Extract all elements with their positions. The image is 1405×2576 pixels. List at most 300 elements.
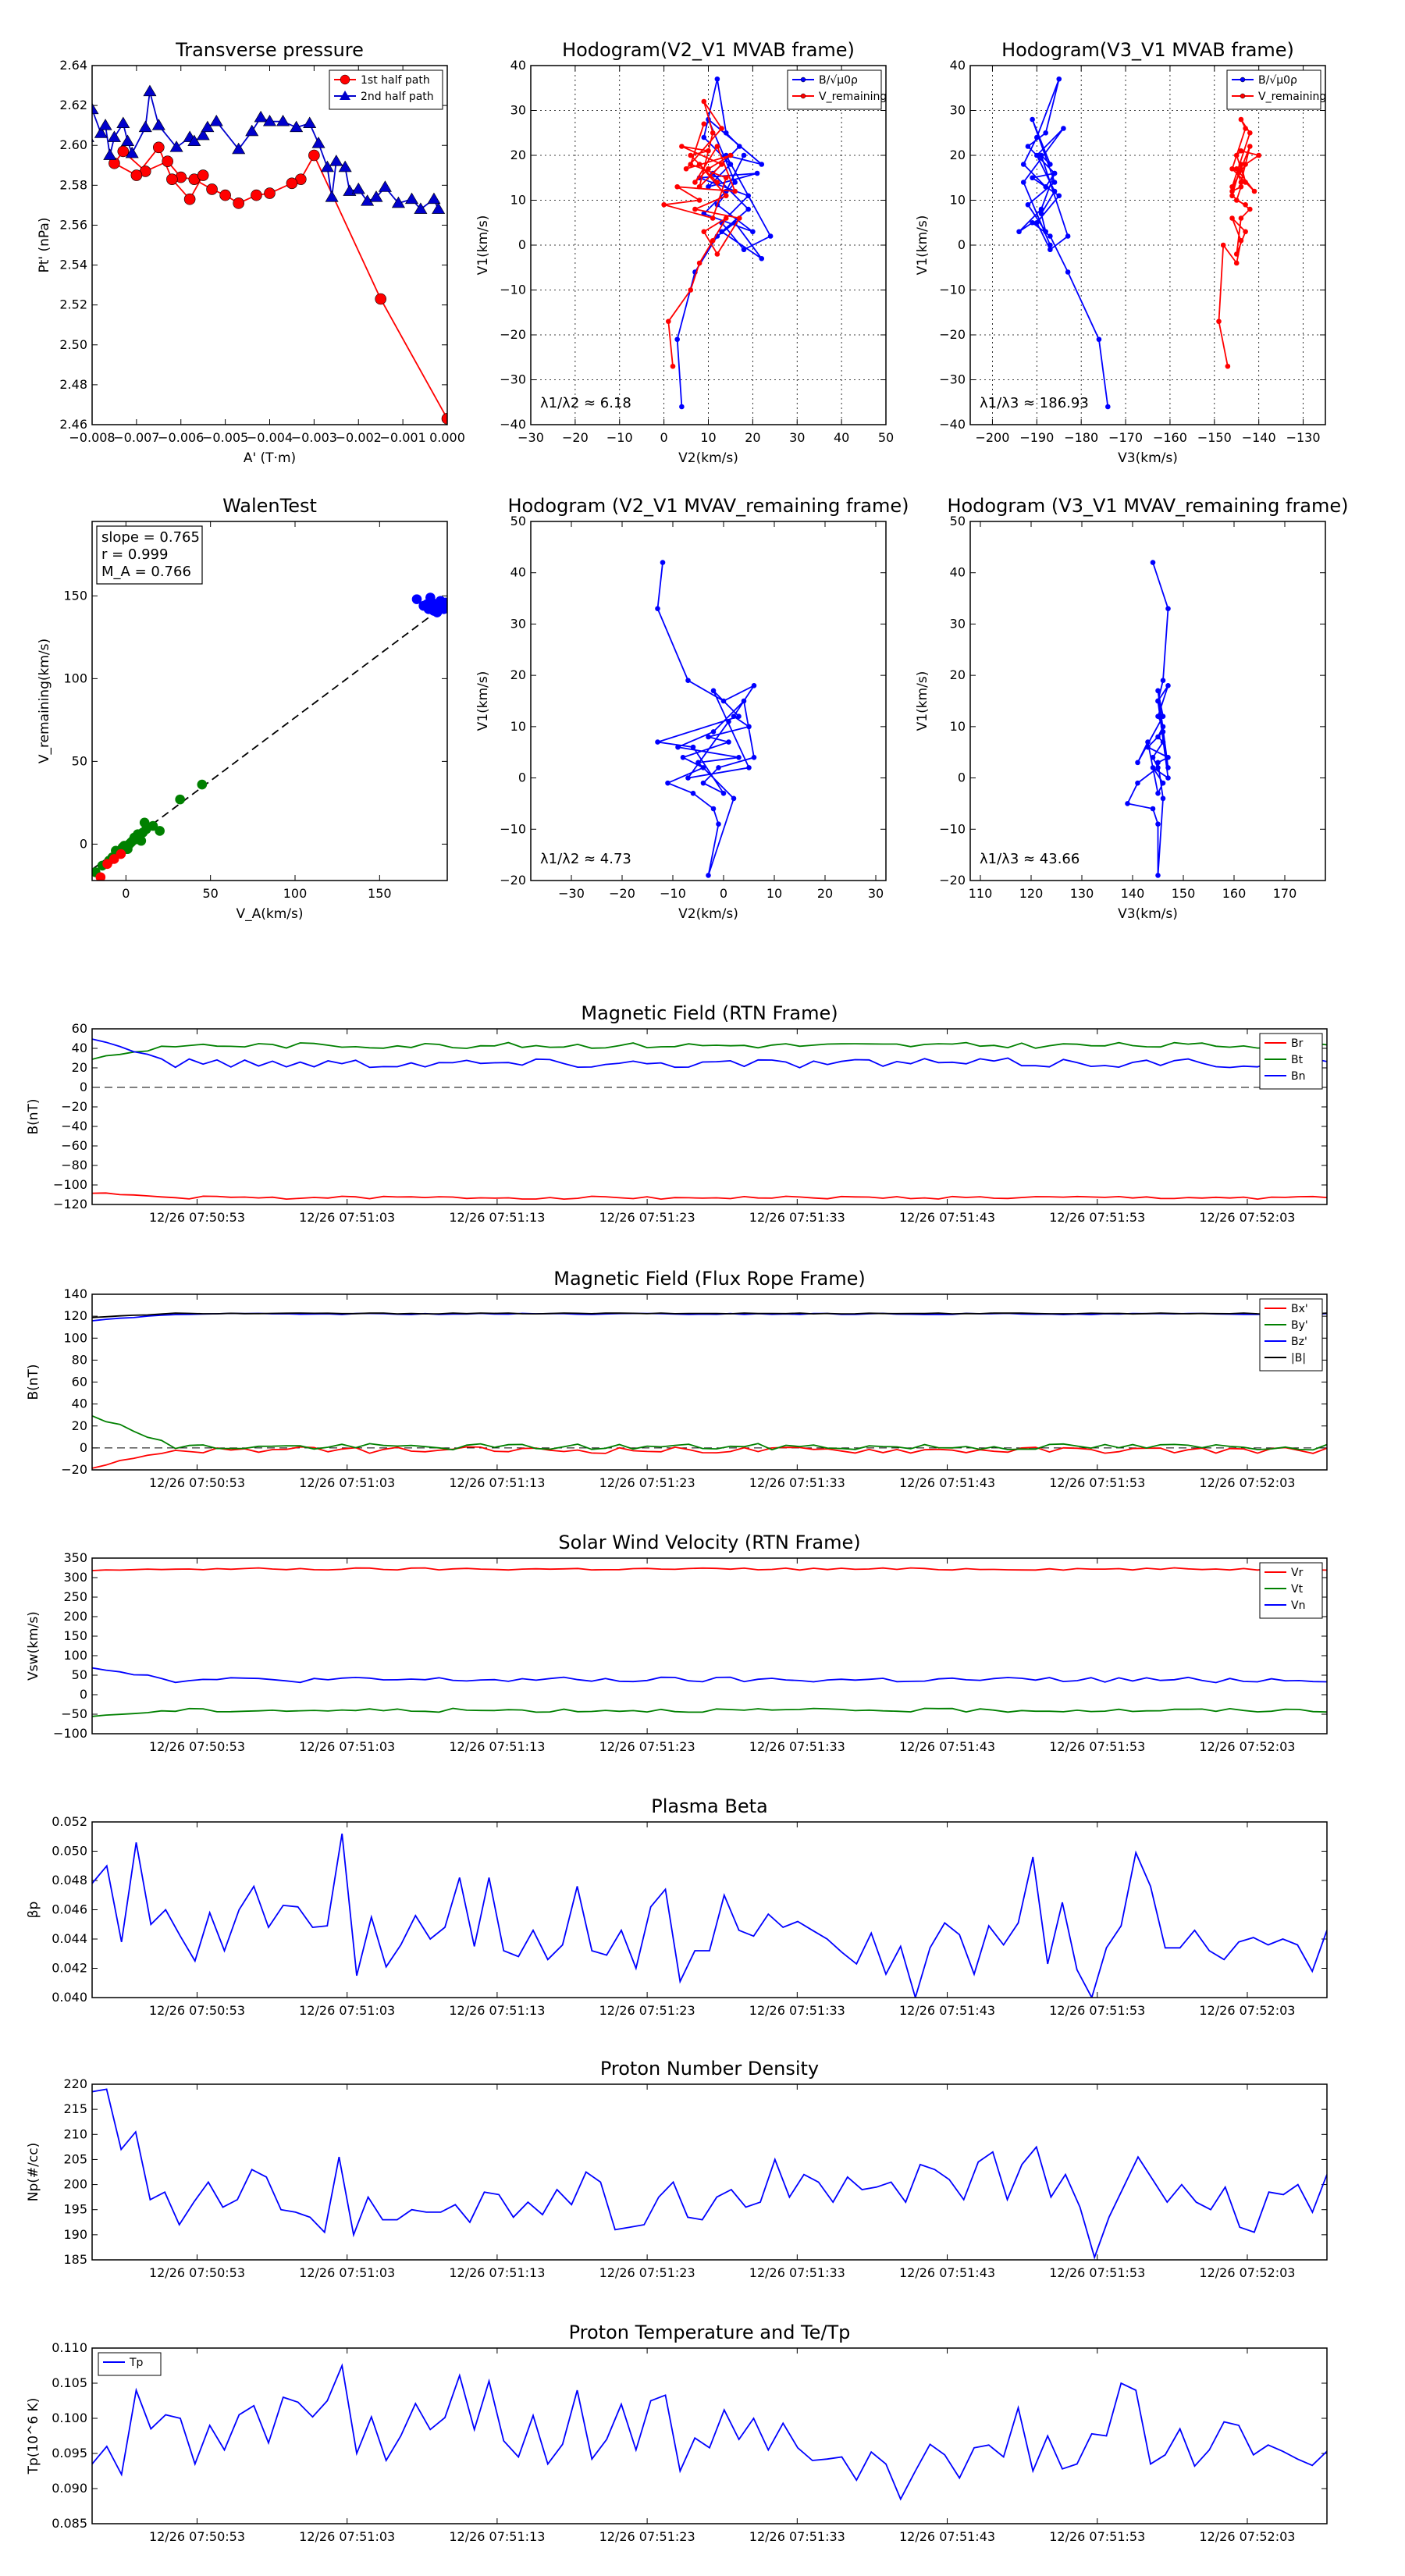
legend-label: Bn [1291,1070,1306,1083]
data-point [1039,207,1044,212]
x-tick-label: 170 [1272,886,1297,901]
x-axis-label: V3(km/s) [1118,450,1178,466]
x-tick-label: 110 [968,886,993,901]
y-tick-label: −20 [61,1099,87,1114]
ratio-annotation: λ1/λ3 ≈ 186.93 [980,395,1089,411]
legend-label: Vr [1291,1567,1304,1579]
data-point [696,760,701,765]
data-point [1234,166,1239,171]
x-tick-label: −0.008 [69,430,116,445]
legend-marker [801,94,806,98]
y-tick-label: −20 [939,327,966,342]
y-axis-label: B(nT) [26,1098,41,1135]
data-point [1057,194,1062,198]
data-point [711,688,716,693]
y-tick-label: −40 [939,417,966,432]
data-point [197,170,208,181]
data-point [1217,319,1222,324]
data-point [686,678,691,683]
data-point [656,740,660,745]
x-tick-label: −10 [606,430,633,445]
legend-label: 1st half path [361,74,430,87]
data-point [701,781,706,785]
x-tick-label: 20 [816,886,834,901]
data-point [1044,229,1048,234]
x-tick-label: 12/26 07:50:53 [148,2529,246,2544]
data-point [692,207,697,212]
data-point [692,180,697,185]
y-axis-label: V_remaining(km/s) [37,638,52,764]
stats-line: r = 0.999 [101,546,169,563]
data-point [1239,148,1243,153]
data-point [1243,126,1248,131]
data-point [724,216,728,221]
chart-title: Proton Number Density [599,2058,820,2080]
data-point [697,184,702,189]
x-tick-label: 12/26 07:52:03 [1199,1475,1296,1490]
data-point [742,247,746,252]
data-point [720,229,724,234]
y-tick-label: 0.085 [52,2516,87,2531]
y-tick-label: 50 [71,753,87,769]
chart-title: Magnetic Field (Flux Rope Frame) [553,1268,866,1290]
data-point [702,135,706,140]
y-tick-label: 300 [63,1570,87,1585]
y-tick-label: 20 [71,1418,87,1433]
y-tick-label: 2.64 [59,58,87,73]
data-point [1230,166,1235,171]
data-point [1239,238,1243,243]
data-point [759,256,764,261]
data-point [1026,202,1030,207]
legend-label: Br [1291,1037,1304,1050]
y-tick-label: 2.50 [59,336,87,352]
y-tick-label: 2.58 [59,177,87,193]
data-point [717,765,721,770]
y-tick-label: 30 [949,102,966,118]
y-tick-label: 120 [63,1308,87,1324]
y-tick-label: −30 [500,372,526,387]
x-tick-label: 12/26 07:52:03 [1199,1210,1296,1225]
y-tick-label: 40 [71,1041,87,1055]
data-point [1156,735,1161,739]
y-tick-label: 2.60 [59,137,87,153]
data-point [686,776,691,781]
data-point [422,600,432,609]
y-tick-label: 0.040 [52,1990,87,2005]
data-point [737,144,742,149]
data-point [1105,404,1110,409]
x-tick-label: 12/26 07:51:43 [899,2529,996,2544]
data-point [702,99,706,104]
y-tick-label: 100 [63,1648,87,1663]
data-point [1230,194,1235,198]
x-tick-label: −0.006 [158,430,205,445]
data-point [1161,724,1165,729]
x-tick-label: 10 [766,886,783,901]
x-tick-label: 12/26 07:50:53 [148,2265,246,2280]
y-tick-label: 0 [518,237,526,252]
data-point [1034,135,1039,140]
data-point [1156,699,1161,703]
y-tick-label: 210 [63,2126,87,2142]
x-tick-label: 12/26 07:51:23 [599,2003,695,2018]
data-point [375,294,386,304]
data-point [681,755,685,760]
ratio-annotation: λ1/λ3 ≈ 43.66 [980,851,1080,867]
x-tick-label: 12/26 07:51:43 [899,2265,996,2280]
chart-title: Transverse pressure [176,39,364,61]
chart-title: Plasma Beta [651,1795,768,1817]
data-point [1126,801,1130,806]
data-point [1239,117,1243,122]
x-tick-label: 40 [833,430,850,445]
x-tick-label: 120 [1019,886,1044,901]
chart-title: Hodogram(V3_V1 MVAB frame) [1001,39,1294,61]
x-tick-label: 12/26 07:51:03 [299,2265,396,2280]
y-tick-label: 0 [79,1439,87,1455]
x-tick-label: −140 [1241,430,1276,445]
data-point [691,791,695,795]
x-tick-label: 100 [283,886,308,901]
data-point [197,780,207,789]
x-tick-label: 12/26 07:51:43 [899,2003,996,2018]
y-tick-label: 20 [71,1060,87,1075]
legend-label: B/√μ0ρ [819,74,858,87]
x-tick-label: 12/26 07:51:03 [299,1475,396,1490]
y-tick-label: 60 [71,1021,87,1036]
x-tick-label: 12/26 07:51:03 [299,2529,396,2544]
data-point [1239,184,1243,189]
chart-title: Hodogram (V3_V1 MVAV_remaining frame) [947,495,1349,517]
x-axis-label: V3(km/s) [1118,906,1178,922]
y-tick-label: 40 [510,564,526,580]
x-tick-label: 12/26 07:51:53 [1049,1739,1146,1754]
y-axis-label: Tp(10^6 K) [26,2397,41,2475]
x-tick-label: 10 [700,430,717,445]
data-point [675,184,680,189]
x-tick-label: 50 [877,430,895,445]
data-point [1161,796,1165,801]
y-tick-label: 2.46 [59,417,87,432]
data-point [233,197,244,208]
data-point [1230,216,1235,221]
data-point [1034,220,1039,225]
data-point [1039,212,1044,216]
data-point [1065,270,1070,275]
x-tick-label: 12/26 07:50:53 [148,1210,246,1225]
chart-title: Magnetic Field (RTN Frame) [581,1002,838,1024]
y-tick-label: 150 [63,588,87,603]
x-tick-label: −150 [1197,430,1232,445]
y-tick-label: −20 [61,1462,87,1477]
data-point [1243,202,1248,207]
x-tick-label: 12/26 07:51:53 [1049,2003,1146,2018]
data-point [1065,234,1070,239]
data-point [1252,189,1257,194]
x-tick-label: 150 [368,886,392,901]
data-point [1061,126,1065,131]
data-point [1247,207,1252,212]
y-tick-label: −80 [61,1158,87,1172]
data-point [1034,153,1039,158]
data-point [715,144,720,149]
data-point [1151,755,1155,760]
y-tick-label: 0.042 [52,1960,87,1976]
data-point [1234,198,1239,203]
data-point [676,745,681,749]
data-point [737,216,742,221]
x-tick-label: 12/26 07:51:23 [599,2265,695,2280]
y-tick-label: 195 [63,2201,87,2217]
y-tick-label: −20 [500,873,526,888]
data-point [717,822,721,827]
data-point [1136,781,1140,785]
data-point [1234,153,1239,158]
data-point [679,144,684,149]
data-point [1151,765,1155,770]
x-tick-label: 12/26 07:51:23 [599,1210,695,1225]
data-point [688,162,693,167]
data-point [1166,607,1171,611]
y-tick-label: −100 [53,1177,87,1192]
y-tick-label: −10 [500,821,526,837]
y-tick-label: 20 [510,148,526,162]
data-point [1239,162,1243,167]
ratio-annotation: λ1/λ2 ≈ 4.73 [540,851,631,867]
y-tick-label: 50 [510,514,526,528]
data-point [746,194,751,198]
x-tick-label: 12/26 07:50:53 [148,2003,246,2018]
data-point [1044,184,1048,189]
data-point [1156,791,1161,795]
data-point [1257,153,1261,158]
x-tick-label: 12/26 07:52:03 [1199,2265,1296,2280]
data-point [1166,765,1171,770]
data-point [116,849,126,859]
y-tick-label: 10 [949,192,966,208]
data-point [140,818,149,827]
y-tick-label: 0.110 [52,2340,87,2355]
x-tick-label: 12/26 07:51:13 [449,1739,546,1754]
data-point [666,781,670,785]
x-tick-label: 12/26 07:51:23 [599,1475,695,1490]
y-tick-label: 190 [63,2226,87,2242]
legend-label: By' [1291,1319,1308,1332]
data-point [1052,180,1057,185]
legend-marker [801,77,806,82]
data-point [184,194,195,205]
x-tick-label: 12/26 07:51:13 [449,2265,546,2280]
data-point [752,755,756,760]
legend-label: Bt [1291,1054,1304,1066]
y-tick-label: 200 [63,2176,87,2192]
data-point [759,162,764,167]
x-axis-label: V2(km/s) [678,450,738,466]
y-tick-label: −10 [500,282,526,297]
data-point [1048,243,1052,247]
data-point [1048,234,1052,239]
data-point [155,826,165,835]
data-point [1234,261,1239,265]
legend-marker [1240,94,1245,98]
data-point [706,873,711,877]
y-tick-label: 100 [63,671,87,686]
data-point [697,198,702,203]
data-point [737,755,742,760]
y-tick-label: 2.62 [59,98,87,113]
x-tick-label: 12/26 07:52:03 [1199,1739,1296,1754]
data-point [1057,76,1062,81]
y-tick-label: 20 [949,667,966,683]
y-tick-label: 220 [63,2076,87,2091]
stats-line: M_A = 0.766 [101,564,191,580]
data-point [1151,806,1155,811]
data-point [711,729,716,734]
data-point [1243,180,1248,185]
data-point [697,162,702,167]
y-tick-label: 0 [957,770,966,785]
x-tick-label: −0.007 [113,430,160,445]
data-point [286,178,297,189]
y-tick-label: −20 [500,327,526,342]
x-tick-label: −200 [975,430,1010,445]
y-tick-label: 10 [949,718,966,734]
data-point [727,719,731,724]
x-tick-label: 12/26 07:51:33 [749,1210,845,1225]
x-tick-label: 0 [122,886,130,901]
y-tick-label: 30 [510,616,526,632]
data-point [710,216,715,221]
x-tick-label: 0 [660,430,668,445]
data-point [679,404,684,409]
y-tick-label: 0 [957,237,966,252]
data-point [1021,180,1026,185]
y-tick-label: −60 [61,1138,87,1153]
y-tick-label: 40 [510,58,526,73]
y-tick-label: 30 [510,102,526,118]
data-point [1030,176,1035,180]
data-point [1030,220,1035,225]
data-point [118,146,129,157]
y-axis-label: V1(km/s) [475,671,491,731]
y-tick-label: 10 [510,192,526,208]
x-tick-label: 12/26 07:51:53 [1049,2529,1146,2544]
data-point [1026,144,1030,149]
y-tick-label: −120 [53,1197,87,1212]
data-point [752,683,756,688]
y-tick-label: −30 [939,372,966,387]
y-tick-label: 50 [949,514,966,528]
y-axis-label: V1(km/s) [475,215,491,276]
data-point [710,130,715,135]
data-point [684,166,688,171]
data-point [1136,760,1140,765]
data-point [153,142,164,153]
y-tick-label: 30 [949,616,966,632]
legend-label: Tp [130,2357,144,2369]
y-tick-label: 2.52 [59,297,87,312]
data-point [1052,171,1057,176]
y-tick-label: 0 [79,1080,87,1094]
x-tick-label: 12/26 07:51:43 [899,1210,996,1225]
data-point [656,607,660,611]
data-point [1247,130,1252,135]
y-tick-label: 205 [63,2151,87,2167]
y-tick-label: −10 [939,821,966,837]
x-tick-label: 12/26 07:51:13 [449,1210,546,1225]
data-point [755,171,759,176]
chart-title: WalenTest [222,495,317,517]
x-tick-label: 12/26 07:51:33 [749,1739,845,1754]
x-tick-label: 12/26 07:52:03 [1199,2003,1296,2018]
data-point [720,126,724,131]
x-tick-label: −0.002 [335,430,382,445]
x-axis-label: A' (T·m) [243,450,297,466]
y-tick-label: 40 [949,564,966,580]
legend-label: B/√μ0ρ [1258,74,1297,87]
data-point [720,162,724,167]
y-tick-label: 40 [949,58,966,73]
y-tick-label: 0.050 [52,1843,87,1859]
x-tick-label: 12/26 07:51:23 [599,1739,695,1754]
x-tick-label: −0.005 [202,430,249,445]
legend-label: 2nd half path [361,91,434,103]
x-tick-label: −10 [660,886,686,901]
x-tick-label: −160 [1152,430,1187,445]
x-tick-label: 12/26 07:51:13 [449,2003,546,2018]
x-tick-label: −0.004 [246,430,293,445]
y-tick-label: 2.48 [59,376,87,392]
data-point [1230,189,1235,194]
data-point [1156,688,1161,693]
data-point [308,150,319,161]
x-tick-label: 12/26 07:51:03 [299,1739,396,1754]
x-tick-label: 12/26 07:51:13 [449,1475,546,1490]
data-point [721,791,726,795]
legend-label: V_remaining [1258,91,1327,103]
data-point [702,229,706,234]
data-point [1247,144,1252,149]
data-point [1243,229,1248,234]
data-point [1161,729,1165,734]
y-tick-label: 80 [71,1352,87,1368]
data-point [1221,243,1225,247]
data-point [737,714,742,719]
data-point [724,130,728,135]
data-point [1161,714,1165,719]
x-tick-label: 12/26 07:51:13 [449,2529,546,2544]
y-tick-label: 20 [510,667,526,683]
data-point [1239,180,1243,185]
y-tick-label: 100 [63,1330,87,1346]
data-point [1048,162,1052,167]
data-point [706,148,711,153]
data-point [1146,740,1151,745]
x-tick-label: −30 [558,886,585,901]
legend-label: Bz' [1291,1336,1307,1348]
data-point [747,765,752,770]
y-tick-label: −40 [61,1119,87,1133]
data-point [697,261,702,265]
data-point [721,699,726,703]
data-point [715,252,720,257]
ratio-annotation: λ1/λ2 ≈ 6.18 [540,395,631,411]
data-point [727,740,731,745]
data-point [1030,117,1035,122]
data-point [1151,560,1155,565]
legend-label: Bx' [1291,1303,1308,1315]
